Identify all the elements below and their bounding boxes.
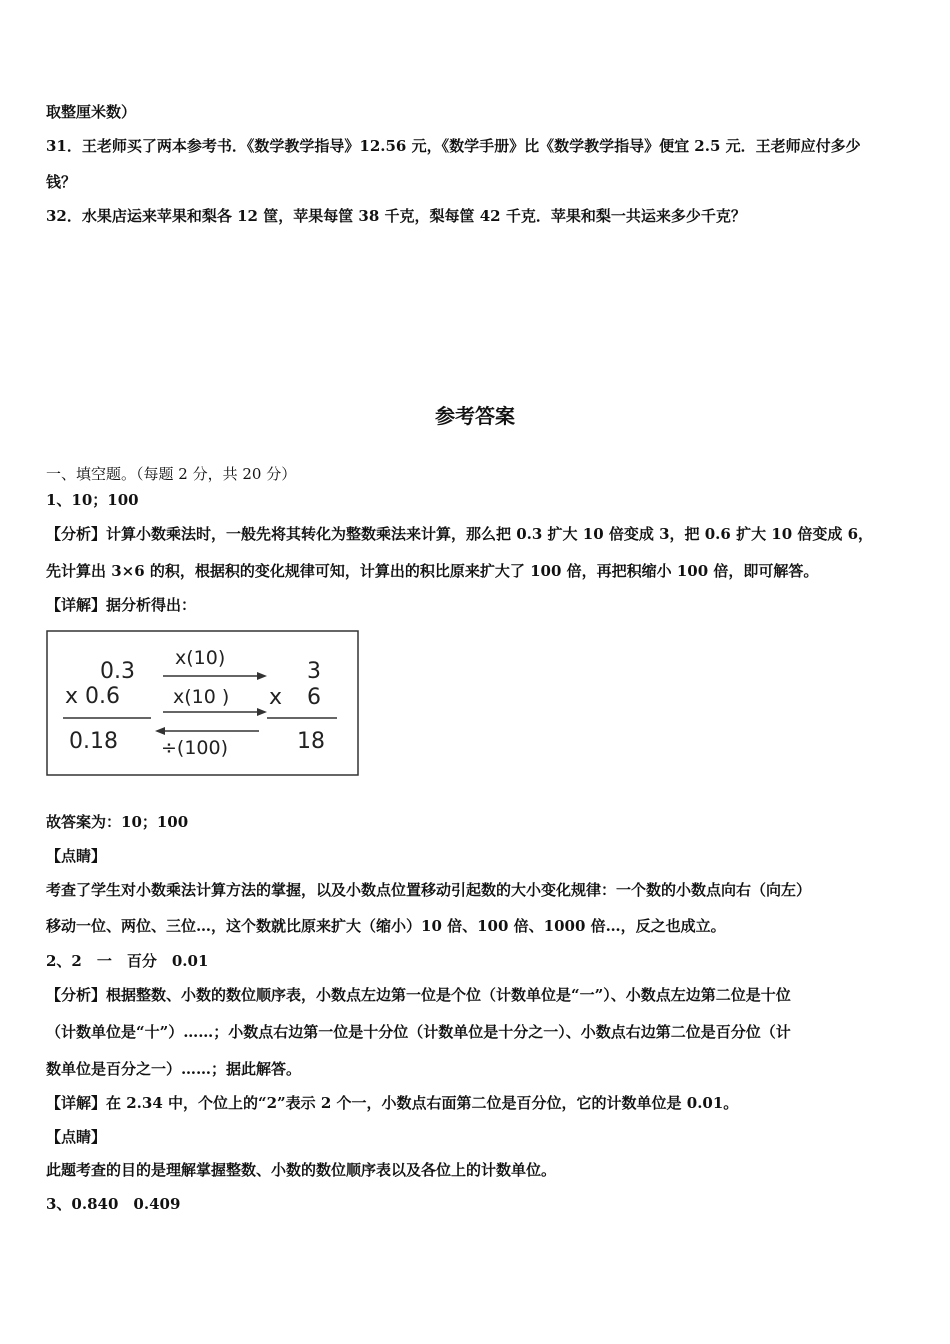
calculation-figure	[45, 628, 361, 778]
figure-right-result: 18	[297, 729, 325, 754]
answer-3-head: 3、0.840 0.409	[46, 1195, 181, 1213]
answers-title: 参考答案	[435, 404, 515, 428]
answer-1-head: 1、10；100	[46, 491, 139, 509]
answer-1-comment-2: 移动一位、两位、三位…，这个数就比原来扩大（缩小）10 倍、100 倍、1000 倍…，反之也成立。	[46, 917, 726, 935]
answer-2-head: 2、2 一 百分 0.01	[46, 952, 209, 970]
figure-right-op: x	[269, 685, 283, 710]
answer-2-comment-tag: 【点睛】	[46, 1128, 107, 1146]
figure-left-result: 0.18	[69, 729, 118, 754]
question-31-line1: 31．王老师买了两本参考书．《数学教学指导》12.56 元，《数学手册》比《数学教学指导》便宜 2.5 元．王老师应付多少	[46, 137, 861, 155]
figure-arrow2-head	[257, 708, 267, 716]
section-heading: 一、填空题。（每题 2 分，共 20 分）	[46, 465, 297, 483]
answer-1-analysis-1: 【分析】计算小数乘法时，一般先将其转化为整数乘法来计算，那么把 0.3 扩大 10 倍变成 3，把 0.6 扩大 10 倍变成 6，	[46, 525, 874, 543]
answer-2-comment-1: 此题考查的目的是理解掌握整数、小数的数位顺序表以及各位上的计数单位。	[46, 1161, 557, 1179]
answer-2-analysis-2: （计数单位是“十”）……；小数点右边第一位是十分位（计数单位是十分之一）、小数点右边第二位是百分位（计	[46, 1023, 791, 1041]
figure-right-top: 3	[307, 659, 321, 684]
figure-right-mid: 6	[307, 685, 321, 710]
question-32: 32．水果店运来苹果和梨各 12 筐，苹果每筐 38 千克，梨每筐 42 千克．苹果和梨一共运来多少千克？	[46, 207, 746, 225]
answer-1-detail: 【详解】据分析得出：	[46, 596, 197, 614]
figure-left-top: 0.3	[100, 659, 135, 684]
question-31-line2: 钱？	[46, 173, 77, 191]
figure-arrow1-head	[257, 672, 267, 680]
answer-1-comment-1: 考查了学生对小数乘法计算方法的掌握，以及小数点位置移动引起数的大小变化规律：一个数的小数点向右（向左）	[46, 881, 812, 899]
answer-2-analysis-1: 【分析】根据整数、小数的数位顺序表，小数点左边第一位是个位（计数单位是“一”）、小数点左边第二位是十位	[46, 986, 791, 1004]
figure-arrow2-label: x(10 )	[173, 686, 230, 708]
answer-1-analysis-2: 先计算出 3×6 的积，根据积的变化规律可知，计算出的积比原来扩大了 100 倍，再把积缩小 100 倍，即可解答。	[46, 562, 819, 580]
answer-1-comment-tag: 【点睛】	[46, 847, 107, 865]
answer-1-conclusion: 故答案为：10；100	[46, 813, 189, 831]
figure-arrow3-head	[155, 727, 165, 735]
figure-arrow3-label: ÷(100)	[161, 737, 229, 759]
question-30-tail: 取整厘米数）	[46, 103, 137, 121]
figure-left-mid: x 0.6	[65, 684, 120, 709]
answer-2-detail: 【详解】在 2.34 中，个位上的“2”表示 2 个一，小数点右面第二位是百分位，它的计数单位是 0.01。	[46, 1094, 739, 1112]
answer-2-analysis-3: 数单位是百分之一）……；据此解答。	[46, 1060, 302, 1078]
figure-arrow1-label: x(10)	[175, 647, 226, 669]
